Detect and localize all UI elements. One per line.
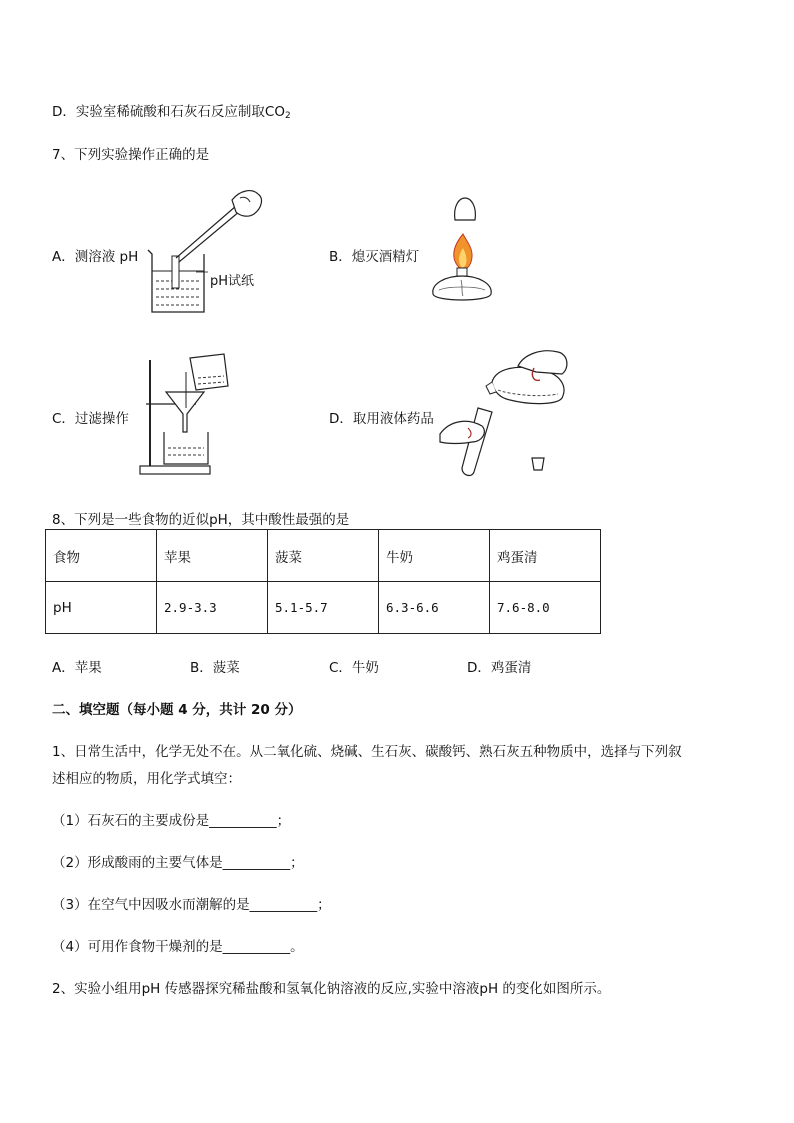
fill1-stem-line1: 1、日常生活中，化学无处不在。从二氧化硫、烧碱、生石灰、碳酸钙、熟石灰五种物质中，选择与下列叙	[52, 744, 682, 760]
table-cell: 6.3-6.6	[379, 582, 490, 634]
fill1-item: （2）形成酸雨的主要气体是__________；	[52, 855, 304, 871]
table-cell: 2.9-3.3	[157, 582, 268, 634]
co2-subscript: 2	[284, 111, 291, 121]
ph-paper-label: pH试纸	[210, 274, 255, 289]
q7-option-a: A．测溶液 pH	[52, 249, 139, 265]
q7-option-d: D．取用液体药品	[329, 411, 434, 427]
table-header-cell: 菠菜	[268, 530, 379, 582]
q6-option-d-text: D．实验室稀硫酸和石灰石反应制取CO	[52, 104, 285, 120]
table-row	[46, 582, 601, 634]
filtration-figure	[136, 352, 248, 476]
q6-option-d	[52, 100, 291, 121]
liquid-pouring-figure	[438, 346, 578, 478]
fill1-stem-line2: 述相应的物质，用化学式填空：	[52, 771, 241, 787]
table-header-cell: 食物	[46, 530, 157, 582]
q8-stem: 8、下列是一些食物的近似pH，其中酸性最强的是	[52, 512, 350, 528]
alcohol-lamp-figure	[425, 190, 495, 310]
ph-table	[45, 529, 601, 634]
table-header-cell: 牛奶	[379, 530, 490, 582]
table-cell: 5.1-5.7	[268, 582, 379, 634]
fill1-item: （3）在空气中因吸水而潮解的是__________；	[52, 897, 331, 913]
section-title: 二、填空题（每小题 4 分，共计 20 分）	[52, 702, 302, 718]
table-header-cell: 鸡蛋清	[490, 530, 601, 582]
q8-option-b: B．菠菜	[190, 660, 240, 676]
q8-option-d: D．鸡蛋清	[467, 660, 532, 676]
q7-stem: 7、下列实验操作正确的是	[52, 147, 210, 163]
table-cell: 7.6-8.0	[490, 582, 601, 634]
q7-option-b: B．熄灭酒精灯	[329, 249, 420, 265]
fill2-stem: 2、实验小组用pH 传感器探究稀盐酸和氢氧化钠溶液的反应,实验中溶液pH 的变化如图所示。	[52, 981, 611, 997]
table-cell: pH	[46, 582, 157, 634]
table-row	[46, 530, 601, 582]
ph-test-figure	[140, 186, 280, 318]
q8-option-c: C．牛奶	[329, 660, 379, 676]
q8-option-a: A．苹果	[52, 660, 102, 676]
table-header-cell: 苹果	[157, 530, 268, 582]
q7-option-c: C．过滤操作	[52, 411, 129, 427]
fill1-item: （1）石灰石的主要成份是__________；	[52, 813, 291, 829]
fill1-item: （4）可用作食物干燥剂的是__________。	[52, 939, 304, 955]
